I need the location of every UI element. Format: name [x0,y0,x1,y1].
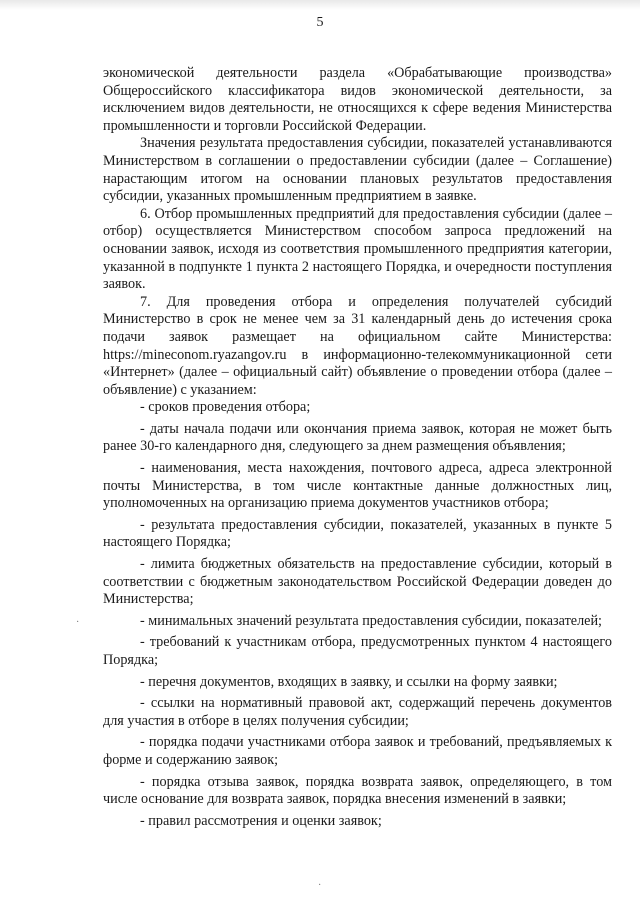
paragraph: экономической деятельности раздела «Обрабатывающие производства» Общероссийского классификатора видов экономической деятельности, за исключением видов деятельности, не относящихся к сфере ведения Министерства промышленности и торговли Российской Федерации. [103,65,612,134]
paragraph: 7. Для проведения отбора и определения получателей субсидий Министерство в срок не менее чем за 31 календарный день до истечения срока подачи заявок размещает на официальном сайте Министерства: https://mineconom.ryazangov.ru в информационно-телекоммуникационной сети «Интернет» (далее – официальный сайт) объявление о проведении отбора (далее – объявление) с указанием: [103,293,612,398]
list-item: - порядка отзыва заявок, порядка возврата заявок, определяющего, в том числе основание для возврата заявок, порядка внесения изменений в заявки; [103,773,612,808]
paragraph: 6. Отбор промышленных предприятий для предоставления субсидии (далее – отбор) осуществляется Министерством способом запроса предложений на основании заявок, исходя из соответствия промышленного предприятия категории, указанной в подпункте 1 пункта 2 настоящего Порядка, и очередности поступления заявок. [103,205,612,293]
scan-speck: · [318,880,322,891]
list-item: - лимита бюджетных обязательств на предоставление субсидии, который в соответствии с бюджетным законодательством Российской Федерации доведен до Министерства; [103,556,612,608]
list-item: - сроков проведения отбора; [140,399,311,416]
list-item: - даты начала подачи или окончания приема заявок, которая не может быть ранее 30-го календарного дня, следующего за днем размещения объявления; [103,420,612,455]
list-item: - правил рассмотрения и оценки заявок; [140,812,382,829]
list-item: - минимальных значений результата предоставления субсидии, показателей; [140,612,602,629]
list-item: - результата предоставления субсидии, показателей, указанных в пункте 5 настоящего Порядка; [103,516,612,551]
list-item: - ссылки на нормативный правовой акт, содержащий перечень документов для участия в отборе в целях получения субсидии; [103,695,612,729]
page-number: 5 [316,15,324,30]
scan-speck: · [76,617,80,628]
paragraph: Значения результата предоставления субсидии, показателей устанавливаются Министерством в соглашении о предоставлении субсидии (далее – Соглашение) нарастающим итогом на основании плановых результатов предоставления субсидии, указанных промышленным предприятием в заявке. [103,135,612,205]
list-item: - наименования, места нахождения, почтового адреса, адреса электронной почты Министерства, в том числе контактные данные должностных лиц, уполномоченных на организацию приема документов участников отбора; [103,460,612,512]
document-body [103,65,612,830]
list-item: - перечня документов, входящих в заявку, и ссылки на форму заявки; [140,673,558,690]
list-item: - порядка подачи участниками отбора заявок и требований, предъявляемых к форме и содержанию заявок; [103,734,612,768]
list-item: - требований к участникам отбора, предусмотренных пунктом 4 настоящего Порядка; [103,634,612,668]
scan-edge [0,0,640,10]
